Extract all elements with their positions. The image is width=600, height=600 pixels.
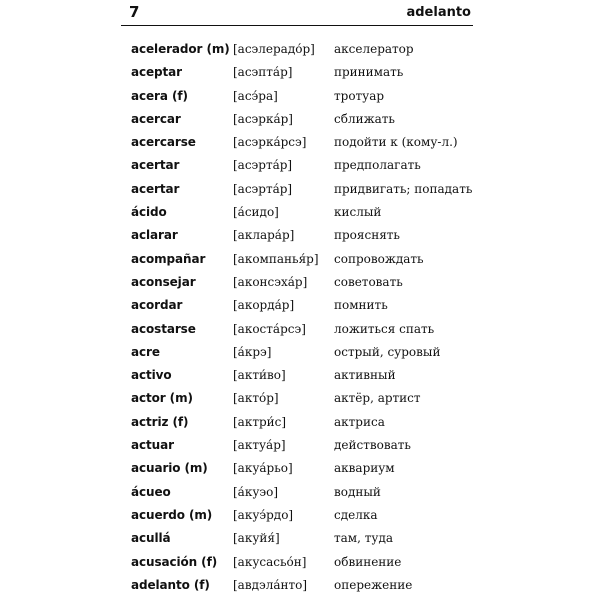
- entry-translation: сближать: [334, 111, 395, 126]
- dictionary-entry: [131, 481, 476, 504]
- entry-translation: сделка: [334, 507, 378, 522]
- entry-transcription: [асэрта́р]: [233, 181, 293, 196]
- entry-headword: aclarar: [131, 228, 178, 243]
- entry-headword: activo: [131, 368, 172, 383]
- entry-headword: acompañar: [131, 251, 206, 266]
- entry-headword: ácueo: [131, 484, 171, 499]
- entry-headword: acuerdo (m): [131, 507, 213, 522]
- entry-transcription: [акуэ́рдо]: [233, 507, 294, 522]
- entry-translation: тротуар: [334, 88, 385, 103]
- entry-headword: actriz (f): [131, 414, 189, 429]
- entry-transcription: [акоста́рсэ]: [233, 321, 306, 336]
- entry-translation: водный: [334, 484, 381, 499]
- entry-translation: аквариум: [334, 461, 395, 476]
- entry-translation: актриса: [334, 414, 385, 429]
- entry-transcription: [актуа́р]: [233, 438, 286, 453]
- entry-list: [131, 38, 476, 597]
- entry-translation: предполагать: [334, 158, 421, 173]
- dictionary-entry: [131, 294, 476, 317]
- entry-headword: acelerador (m): [131, 42, 230, 56]
- entry-translation: острый, суровый: [334, 344, 441, 359]
- dictionary-entry: [131, 271, 476, 294]
- entry-transcription: [асэрта́р]: [233, 158, 293, 173]
- entry-translation: подойти к (кому-л.): [334, 135, 458, 150]
- dictionary-entry: [131, 574, 476, 597]
- running-head: adelanto: [406, 5, 471, 20]
- entry-headword: acostarse: [131, 321, 196, 336]
- dictionary-entry: [131, 387, 476, 410]
- entry-translation: советовать: [334, 274, 403, 289]
- entry-translation: кислый: [334, 205, 382, 220]
- entry-headword: acertar: [131, 181, 180, 196]
- entry-headword: acre: [131, 344, 160, 359]
- entry-transcription: [асэпта́р]: [233, 65, 293, 80]
- entry-transcription: [актри́с]: [233, 414, 287, 429]
- entry-headword: acusación (f): [131, 554, 218, 569]
- entry-headword: ácido: [131, 205, 167, 220]
- entry-headword: acuario (m): [131, 461, 208, 476]
- dictionary-entry: [131, 527, 476, 550]
- entry-headword: aceptar: [131, 65, 182, 80]
- entry-transcription: [акорда́р]: [233, 298, 295, 313]
- dictionary-entry: [131, 38, 476, 61]
- entry-transcription: [акуйя́]: [233, 531, 280, 546]
- header-rule: [121, 25, 473, 26]
- entry-headword: actuar: [131, 438, 174, 453]
- entry-headword: acullá: [131, 531, 171, 546]
- entry-transcription: [акуа́рьо]: [233, 461, 293, 476]
- entry-transcription: [акомпанья́р]: [233, 251, 319, 266]
- dictionary-entry: [131, 364, 476, 387]
- entry-translation: обвинение: [334, 554, 402, 569]
- entry-headword: aconsejar: [131, 274, 196, 289]
- entry-translation: придвигать; попадать: [334, 181, 473, 196]
- entry-transcription: [асэ́ра]: [233, 88, 278, 103]
- entry-transcription: [авдэла́нто]: [233, 577, 308, 592]
- dictionary-entry: [131, 108, 476, 131]
- entry-headword: acera (f): [131, 88, 188, 103]
- entry-transcription: [аклара́р]: [233, 228, 295, 243]
- dictionary-entry: [131, 551, 476, 574]
- dictionary-entry: [131, 131, 476, 154]
- entry-transcription: [асэлерадо́р]: [233, 42, 315, 56]
- dictionary-entry: [131, 201, 476, 224]
- dictionary-entry: [131, 411, 476, 434]
- dictionary-entry: [131, 154, 476, 177]
- entry-transcription: [а́сидо]: [233, 205, 279, 220]
- dictionary-entry: [131, 178, 476, 201]
- entry-translation: прояснять: [334, 228, 400, 243]
- entry-transcription: [асэрка́рсэ]: [233, 135, 307, 150]
- entry-headword: adelanto (f): [131, 577, 210, 592]
- entry-translation: опережение: [334, 577, 413, 592]
- entry-transcription: [акусасьо́н]: [233, 554, 307, 569]
- entry-transcription: [акто́р]: [233, 391, 279, 406]
- entry-headword: actor (m): [131, 391, 193, 406]
- entry-translation: сопровождать: [334, 251, 424, 266]
- entry-transcription: [асэрка́р]: [233, 111, 293, 126]
- entry-translation: принимать: [334, 65, 404, 80]
- entry-headword: acertar: [131, 158, 180, 173]
- dictionary-entry: [131, 85, 476, 108]
- page-number: 7: [129, 3, 140, 21]
- dictionary-entry: [131, 341, 476, 364]
- entry-headword: acercarse: [131, 135, 196, 150]
- entry-transcription: [а́куэо]: [233, 484, 279, 499]
- entry-translation: ложиться спать: [334, 321, 435, 336]
- entry-transcription: [акти́во]: [233, 368, 286, 383]
- dictionary-entry: [131, 224, 476, 247]
- entry-translation: действовать: [334, 438, 411, 453]
- entry-translation: там, туда: [334, 531, 393, 546]
- entry-headword: acercar: [131, 111, 181, 126]
- entry-transcription: [а́крэ]: [233, 344, 272, 359]
- dictionary-entry: [131, 318, 476, 341]
- dictionary-entry: [131, 504, 476, 527]
- dictionary-entry: [131, 434, 476, 457]
- dictionary-entry: [131, 457, 476, 480]
- dictionary-entry: [131, 61, 476, 84]
- entry-transcription: [аконсэха́р]: [233, 274, 308, 289]
- dictionary-entry: [131, 248, 476, 271]
- entry-translation: акселератор: [334, 42, 414, 56]
- entry-translation: помнить: [334, 298, 388, 313]
- entry-translation: актёр, артист: [334, 391, 421, 406]
- entry-headword: acordar: [131, 298, 183, 313]
- entry-translation: активный: [334, 368, 396, 383]
